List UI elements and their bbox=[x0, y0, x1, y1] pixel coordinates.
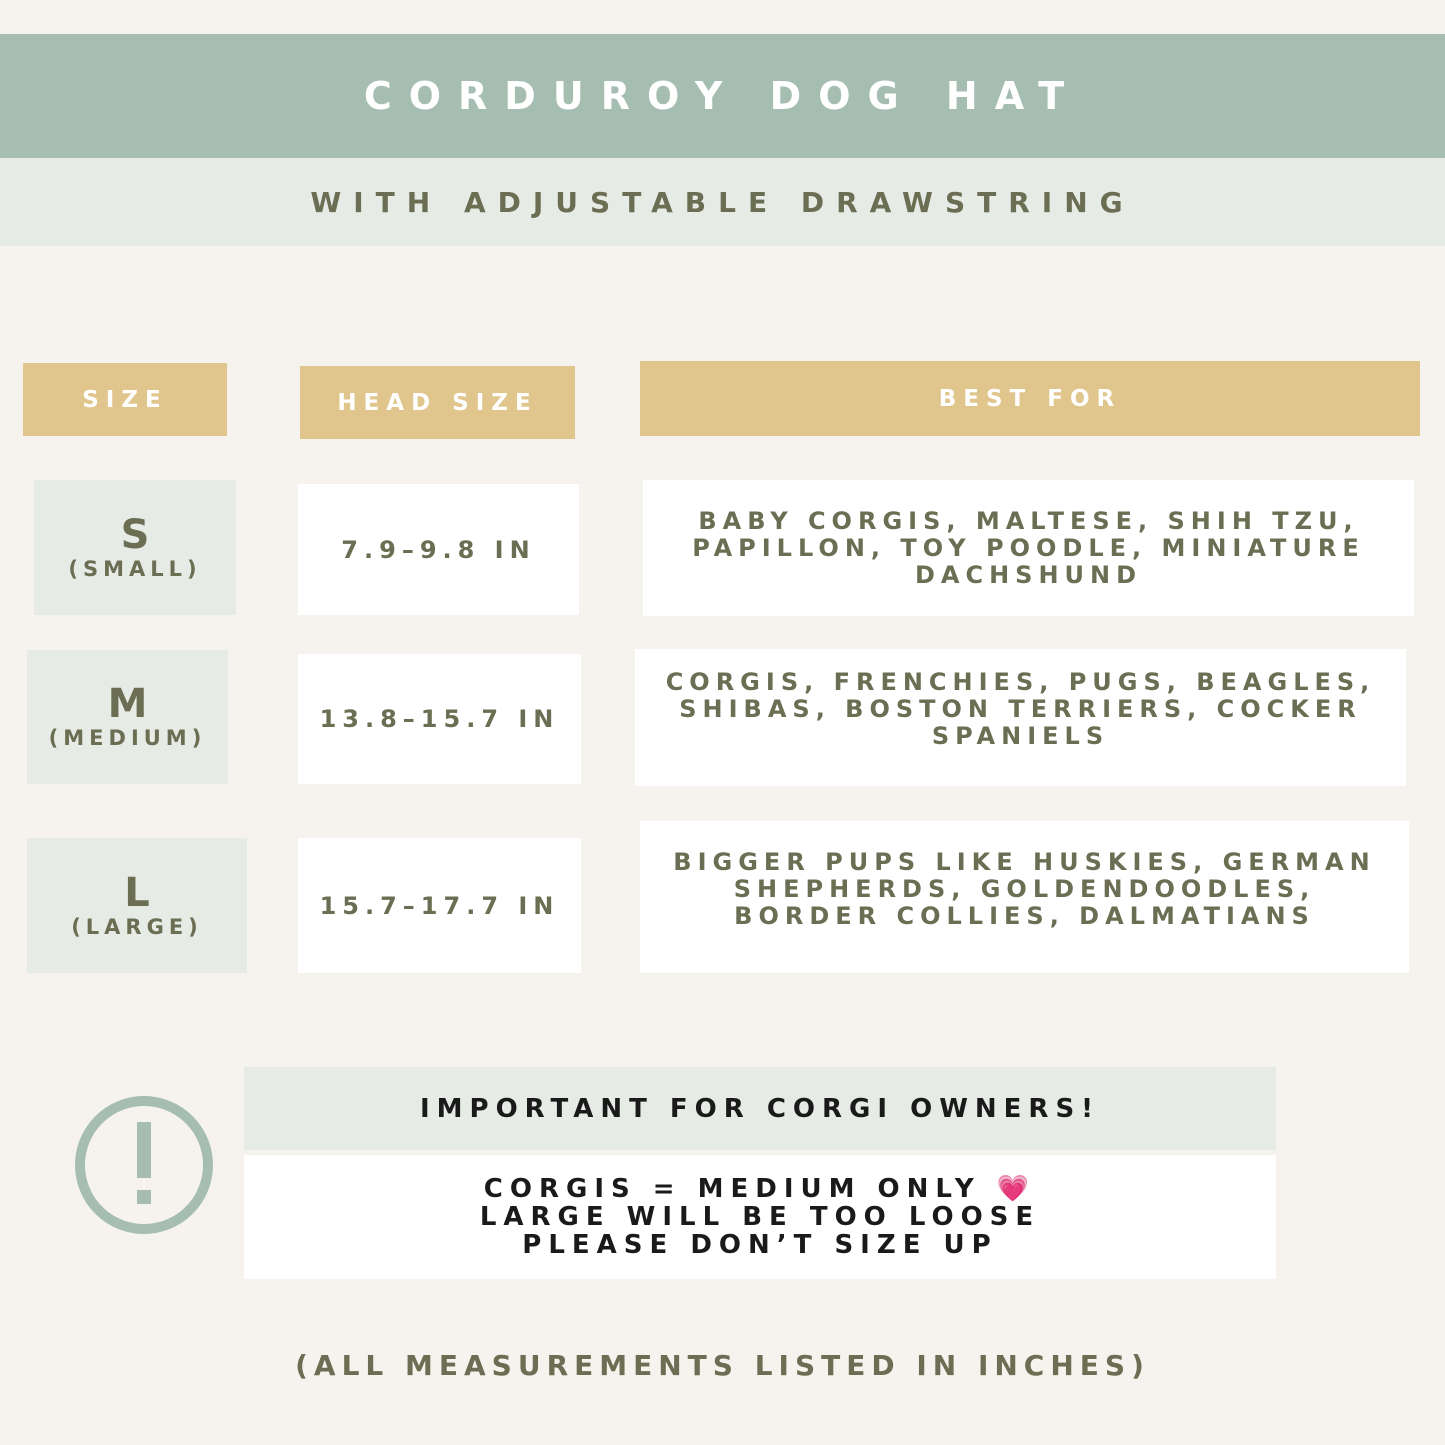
size-cell-small bbox=[34, 480, 236, 615]
column-header-head-size bbox=[300, 366, 575, 439]
size-letter: S bbox=[120, 511, 150, 558]
notice-heading-banner bbox=[244, 1067, 1276, 1150]
best-for-line: DACHSHUND bbox=[914, 560, 1143, 589]
exclamation-circle-icon bbox=[73, 1094, 215, 1236]
column-header-label: SIZE bbox=[82, 386, 168, 413]
best-for-line: PAPILLON, TOY POODLE, MINIATURE bbox=[692, 533, 1365, 562]
size-letter: L bbox=[124, 869, 150, 916]
title-banner bbox=[0, 34, 1445, 158]
head-size-value: 13.8–15.7 IN bbox=[319, 705, 560, 733]
head-size-cell-medium bbox=[298, 654, 581, 784]
page-title: CORDUROY DOG HAT bbox=[363, 74, 1082, 118]
notice-heading: IMPORTANT FOR CORGI OWNERS! bbox=[419, 1093, 1101, 1124]
best-for-line: BABY CORGIS, MALTESE, SHIH TZU, bbox=[698, 506, 1359, 535]
best-for-line: SPANIELS bbox=[931, 722, 1110, 750]
best-for-cell-large bbox=[640, 821, 1409, 973]
head-size-cell-large bbox=[298, 838, 581, 973]
page-subtitle: WITH ADJUSTABLE DRAWSTRING bbox=[310, 185, 1135, 219]
column-header-label: HEAD SIZE bbox=[337, 389, 538, 416]
head-size-value: 7.9–9.8 IN bbox=[341, 535, 536, 564]
footer-note bbox=[0, 1340, 1445, 1390]
notice-line: PLEASE DON’T SIZE UP bbox=[522, 1230, 998, 1260]
notice-line: LARGE WILL BE TOO LOOSE bbox=[479, 1202, 1041, 1232]
best-for-line: CORGIS, FRENCHIES, PUGS, BEAGLES, bbox=[665, 668, 1376, 696]
head-size-cell-small bbox=[298, 484, 579, 615]
best-for-cell-small bbox=[643, 480, 1414, 616]
size-cell-medium bbox=[27, 650, 228, 784]
column-header-label: BEST FOR bbox=[938, 385, 1122, 412]
notice-box bbox=[244, 1155, 1276, 1279]
subtitle-banner bbox=[0, 158, 1445, 246]
column-header-best-for bbox=[640, 361, 1420, 436]
size-name: (MEDIUM) bbox=[48, 726, 207, 750]
best-for-line: BORDER COLLIES, DALMATIANS bbox=[734, 902, 1315, 930]
measurement-note: (ALL MEASUREMENTS LISTED IN INCHES) bbox=[295, 1348, 1150, 1382]
best-for-line: SHEPHERDS, GOLDENDOODLES, bbox=[733, 875, 1316, 903]
size-name: (SMALL) bbox=[68, 556, 202, 581]
column-header-size bbox=[23, 363, 227, 436]
best-for-line: BIGGER PUPS LIKE HUSKIES, GERMAN bbox=[673, 848, 1376, 876]
best-for-cell-medium bbox=[635, 649, 1406, 786]
notice-line: CORGIS = MEDIUM ONLY 💗 bbox=[483, 1174, 1037, 1204]
best-for-line: SHIBAS, BOSTON TERRIERS, COCKER bbox=[679, 695, 1362, 723]
size-name: (LARGE) bbox=[71, 914, 203, 939]
size-letter: M bbox=[107, 681, 148, 727]
head-size-value: 15.7–17.7 IN bbox=[319, 891, 560, 920]
size-cell-large bbox=[27, 838, 247, 973]
